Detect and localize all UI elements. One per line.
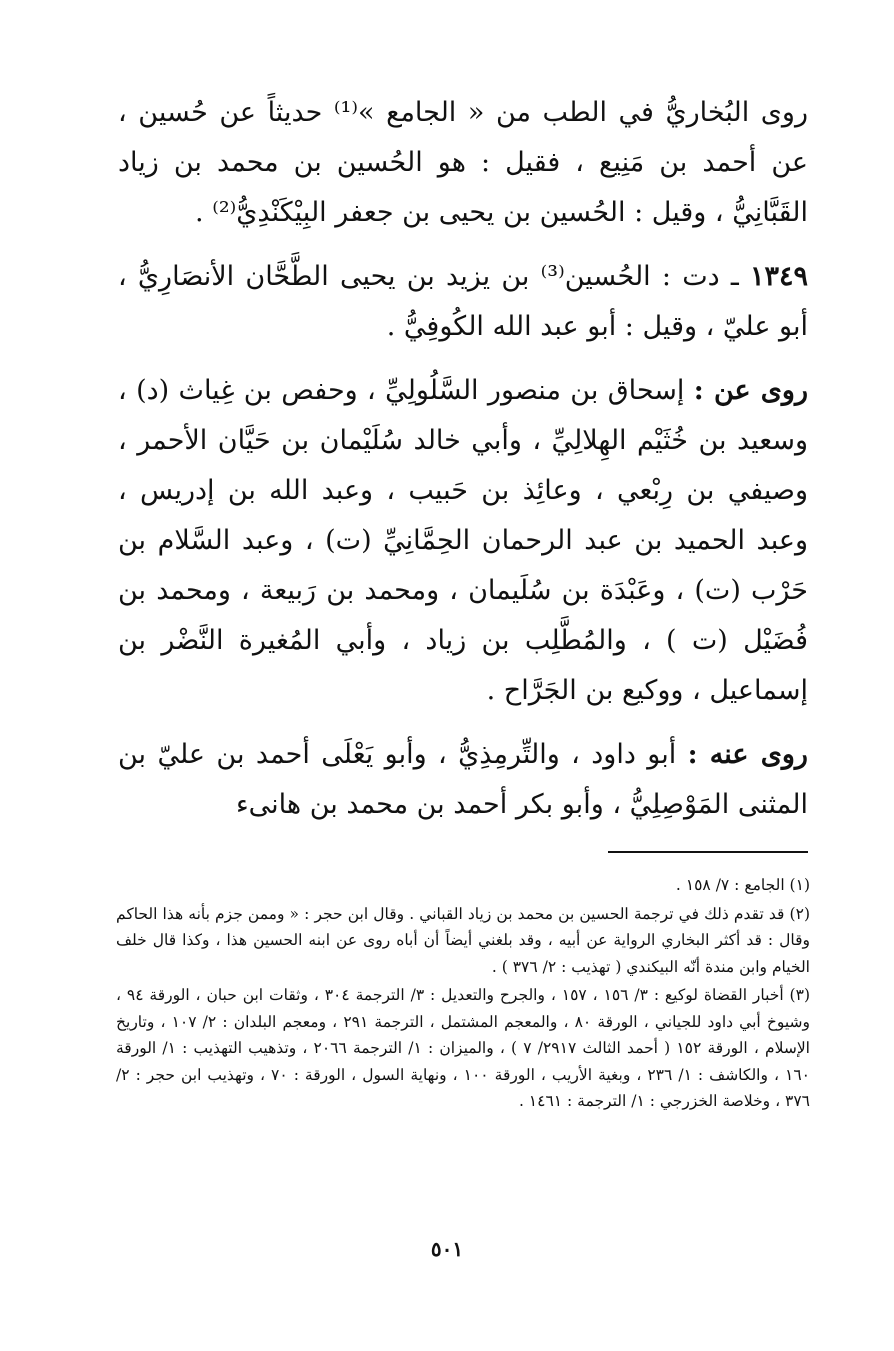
paragraph-narrated-from (118, 366, 808, 716)
main-text (118, 88, 808, 844)
footnotes (116, 872, 810, 1117)
footnote-divider (608, 851, 808, 853)
footnote-3: (٣) أخبار القضاة لوكيع : ٣/ ١٥٦ ، ١٥٧ ، والجرح والتعديل : ٣/ الترجمة ٣٠٤ ، وثقات ابن حبان ، الورقة ٩٤ ، وشيوخ أبي داود للجياني ، الورقة ٨٠ ، والمعجم المشتمل ، الترجمة ٢٩١ ، ومعجم البلدان : ٢/ ١٠٧ ، وتاريخ الإسلام ، الورقة ١٥٢ ( أحمد الثالث ٢٩١٧/ ٧ ) ، والميزان : ١/ الترجمة ٢٠٦٦ ، وتذهيب التهذيب : ١/ الورقة ١٦٠ ، والكاشف : ١/ ٢٣٦ ، وبغية الأريب ، الورقة ١٠٠ ، ونهاية السول ، الورقة : ٧٠ ، وتهذيب ابن حجر : ٢/ ٣٧٦ ، وخلاصة الخزرجي : ١/ الترجمة : ١٤٦١ . (116, 986, 810, 1110)
page-number: ٥٠١ (430, 1237, 464, 1261)
entry-heading (118, 252, 808, 352)
narrated-by-text: أبو داود ، والتِّرمِذِيُّ ، وأبو يَعْلَى أحمد بن عليّ بن المثنى المَوْصِلِيُّ ، وأبو بكر أحمد بن محمد بن هانىء (118, 739, 808, 820)
narrated-from-text: إسحاق بن منصور السَّلُولِيِّ ، وحفص بن غِياث (د) ، وسعيد بن خُثَيْم الهِلالِيِّ ، وأبي خالد سُلَيْمان بن حَيَّان الأحمر ، وصيفي بن رِبْعي ، وعائِذ بن حَبيب ، وعبد الله بن إدريس ، وعبد الحميد بن عبد الرحمان الحِمَّانِيِّ (ت) ، وعبد السَّلام بن حَرْب (ت) ، وعَبْدَة بن سُلَيمان ، ومحمد بن رَبيعة ، ومحمد بن فُضَيْل (ت ) ، والمُطَّلِب بن زياد ، وأبي المُغيرة النَّضْر بن إسماعيل ، ووكيع بن الجَرَّاح . (118, 375, 808, 706)
paragraph-text: روى البُخاريُّ في الطب من « الجامع »⁽¹⁾ حديثاً عن حُسين ، عن أحمد بن مَنِيع ، فقيل : هو الحُسين بن محمد بن زياد القَبَّانِيُّ ، وقيل : الحُسين بن يحيى بن جعفر البِيْكَنْدِيُّ⁽²⁾ . (118, 97, 808, 228)
narrated-by-label: روى عنه : (687, 739, 808, 770)
narrated-from-label: روى عن : (693, 375, 808, 406)
entry-text: ـ دت : الحُسين⁽³⁾ بن يزيد بن يحيى الطَّحَّان الأنصَارِيُّ ، أبو عليّ ، وقيل : أبو عبد الله الكُوفِيُّ . (118, 261, 808, 342)
footnote-1: (١) الجامع : ٧/ ١٥٨ . (675, 876, 810, 894)
entry-number: ١٣٤٩ (749, 261, 808, 292)
paragraph-bukhari-note (118, 88, 808, 238)
paragraph-narrated-by (118, 730, 808, 830)
footnote-2: (٢) قد تقدم ذلك في ترجمة الحسين بن محمد بن زياد القباني . وقال ابن حجر : « وممن جزم بأنه هذا الحاكم وقال : قد أكثر البخاري الرواية عن أبيه ، وقد بلغني أيضاً أن أباه روى عن ابنه الحسين هذا ، وكذا قال خلف الخيام وابن مندة أنّه البيكندي ( تهذيب : ٢/ ٣٧٦ ) . (116, 904, 810, 976)
